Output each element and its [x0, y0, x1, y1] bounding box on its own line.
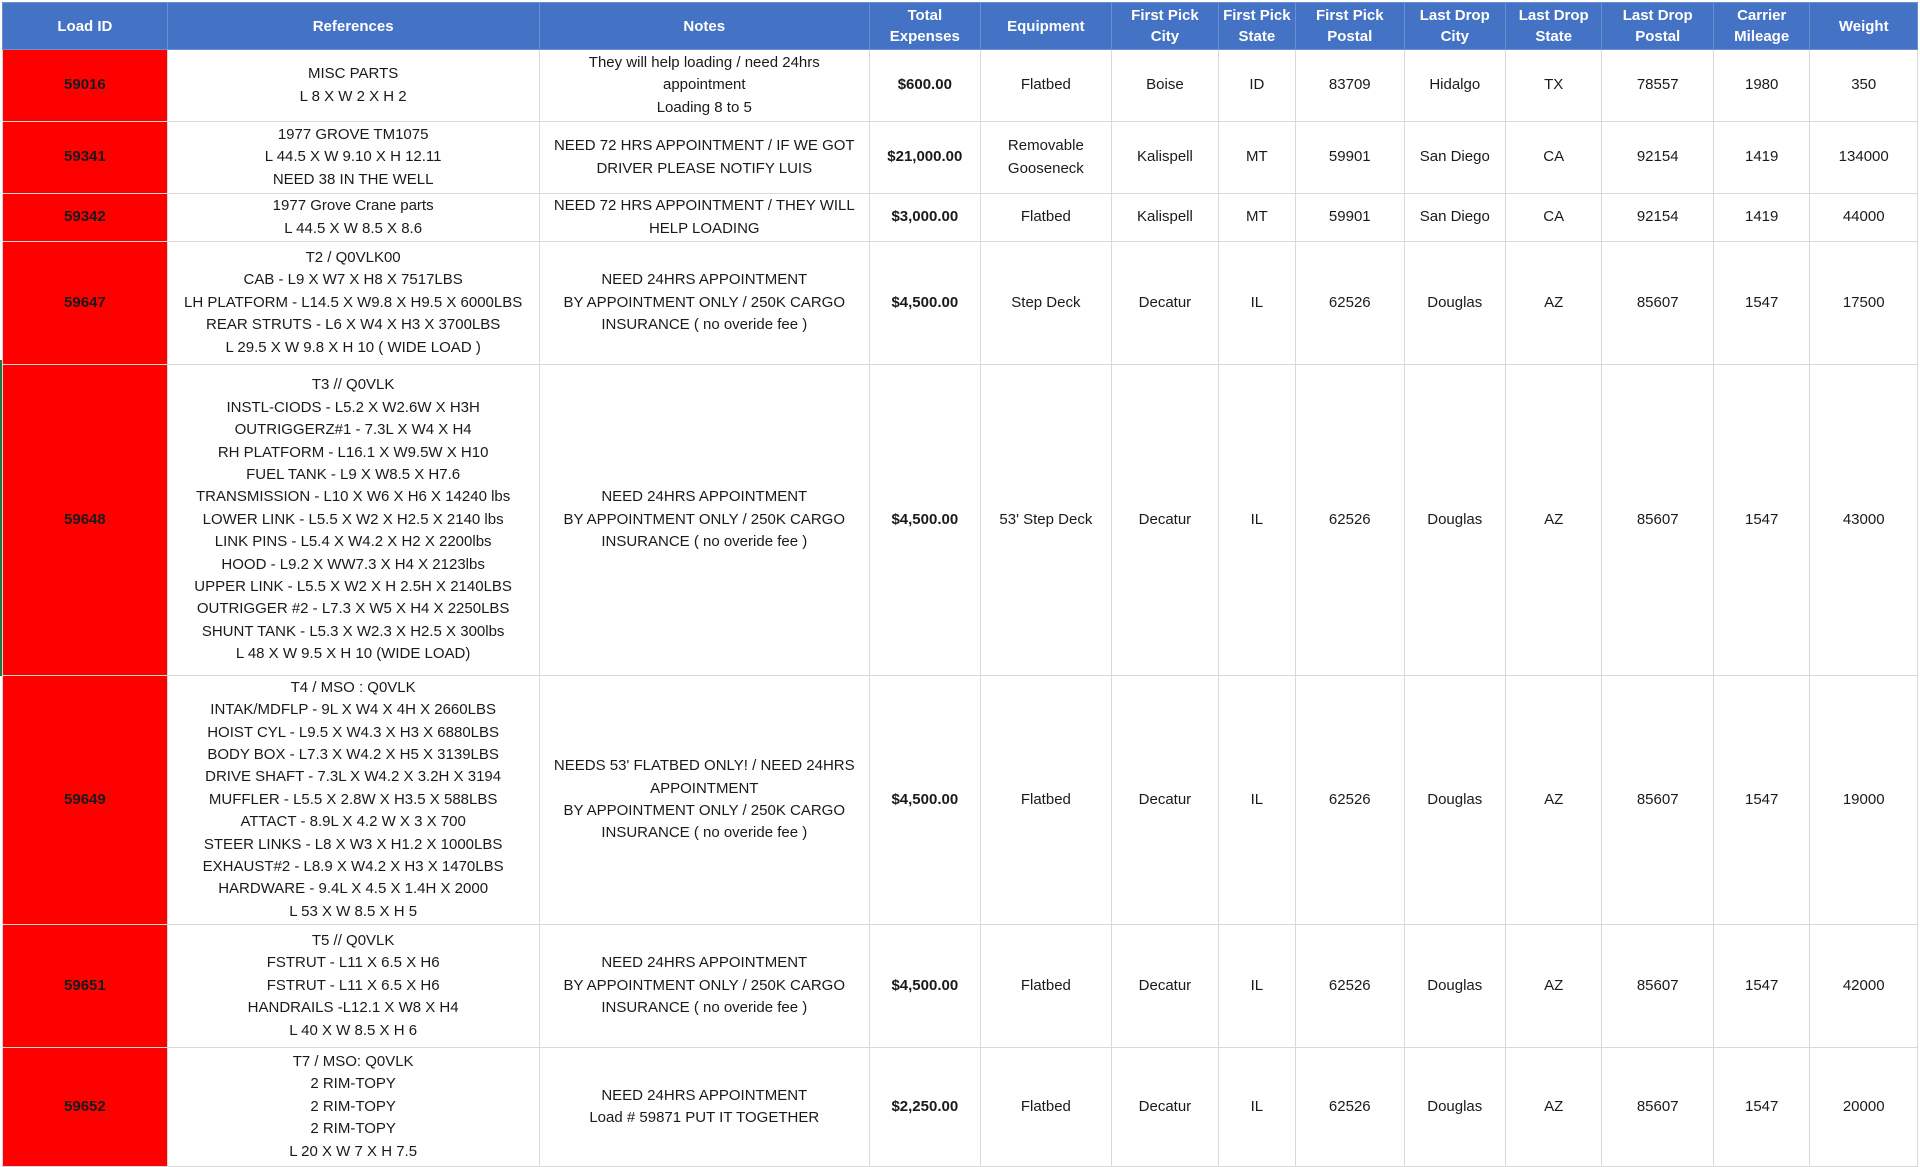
carrier-mileage-cell[interactable]: 1419 [1713, 194, 1809, 242]
equipment-cell[interactable]: Removable Gooseneck [980, 122, 1112, 194]
last-drop-postal-cell[interactable]: 92154 [1602, 194, 1714, 242]
load-id-cell[interactable]: 59016 [3, 50, 168, 122]
carrier-mileage-cell[interactable]: 1547 [1713, 1048, 1809, 1167]
last-drop-city-cell[interactable]: Douglas [1404, 676, 1505, 925]
total-expenses-cell[interactable]: $4,500.00 [870, 365, 981, 676]
loads-spreadsheet [2, 2, 1918, 1167]
weight-cell[interactable]: 134000 [1810, 122, 1918, 194]
first-pick-state-cell[interactable]: MT [1218, 122, 1295, 194]
first-pick-state-cell[interactable]: IL [1218, 365, 1295, 676]
weight-cell[interactable]: 19000 [1810, 676, 1918, 925]
first-pick-state-cell[interactable]: ID [1218, 50, 1295, 122]
notes-cell[interactable]: NEED 24HRS APPOINTMENT BY APPOINTMENT ONLY / 250K CARGO INSURANCE ( no overide fee ) [539, 242, 870, 365]
header-row [3, 3, 1918, 50]
last-drop-postal-cell[interactable]: 85607 [1602, 365, 1714, 676]
load-id-cell[interactable]: 59648 [3, 365, 168, 676]
load-id-cell[interactable]: 59647 [3, 242, 168, 365]
first-pick-postal-cell[interactable]: 83709 [1296, 50, 1405, 122]
first-pick-city-cell[interactable]: Kalispell [1112, 122, 1219, 194]
header-first-pick-city[interactable]: First Pick City [1112, 3, 1219, 50]
table-row [3, 676, 1918, 925]
table-row [3, 1048, 1918, 1167]
load-id-cell[interactable]: 59649 [3, 676, 168, 925]
equipment-cell[interactable]: Flatbed [980, 925, 1112, 1048]
references-cell[interactable]: T2 / Q0VLK00 CAB - L9 X W7 X H8 X 7517LBS LH PLATFORM - L14.5 X W9.8 X H9.5 X 6000LBS REAR STRUTS - L6 X W4 X H3 X 3700LBS L 29.5 X W 9.8 X H 10 ( WIDE LOAD ) [167, 242, 539, 365]
header-load-id[interactable]: Load ID [3, 3, 168, 50]
last-drop-state-cell[interactable]: AZ [1506, 676, 1602, 925]
table-row [3, 50, 1918, 122]
notes-cell[interactable]: NEED 72 HRS APPOINTMENT / THEY WILL HELP LOADING [539, 194, 870, 242]
table-row [3, 242, 1918, 365]
total-expenses-cell[interactable]: $4,500.00 [870, 925, 981, 1048]
last-drop-city-cell[interactable]: Douglas [1404, 925, 1505, 1048]
total-expenses-cell[interactable]: $21,000.00 [870, 122, 981, 194]
weight-cell[interactable]: 17500 [1810, 242, 1918, 365]
last-drop-state-cell[interactable]: CA [1506, 194, 1602, 242]
last-drop-city-cell[interactable]: Douglas [1404, 242, 1505, 365]
weight-cell[interactable]: 350 [1810, 50, 1918, 122]
header-last-drop-city[interactable]: Last Drop City [1404, 3, 1505, 50]
references-cell[interactable]: MISC PARTS L 8 X W 2 X H 2 [167, 50, 539, 122]
references-cell[interactable]: T5 // Q0VLK FSTRUT - L11 X 6.5 X H6 FSTRUT - L11 X 6.5 X H6 HANDRAILS -L12.1 X W8 X H4 L 40 X W 8.5 X H 6 [167, 925, 539, 1048]
last-drop-city-cell[interactable]: Douglas [1404, 365, 1505, 676]
first-pick-state-cell[interactable]: IL [1218, 242, 1295, 365]
carrier-mileage-cell[interactable]: 1547 [1713, 925, 1809, 1048]
header-first-pick-postal[interactable]: First Pick Postal [1296, 3, 1405, 50]
table-row [3, 122, 1918, 194]
header-first-pick-state[interactable]: First Pick State [1218, 3, 1295, 50]
first-pick-state-cell[interactable]: MT [1218, 194, 1295, 242]
references-cell[interactable]: 1977 GROVE TM1075 L 44.5 X W 9.10 X H 12.11 NEED 38 IN THE WELL [167, 122, 539, 194]
total-expenses-cell[interactable]: $600.00 [870, 50, 981, 122]
table-row [3, 194, 1918, 242]
carrier-mileage-cell[interactable]: 1980 [1713, 50, 1809, 122]
header-last-drop-postal[interactable]: Last Drop Postal [1602, 3, 1714, 50]
load-id-cell[interactable]: 59652 [3, 1048, 168, 1167]
notes-cell[interactable]: NEEDS 53' FLATBED ONLY! / NEED 24HRS APPOINTMENT BY APPOINTMENT ONLY / 250K CARGO INSURANCE ( no overide fee ) [539, 676, 870, 925]
notes-cell[interactable]: NEED 24HRS APPOINTMENT BY APPOINTMENT ONLY / 250K CARGO INSURANCE ( no overide fee ) [539, 925, 870, 1048]
last-drop-state-cell[interactable]: TX [1506, 50, 1602, 122]
first-pick-city-cell[interactable]: Decatur [1112, 925, 1219, 1048]
equipment-cell[interactable]: 53' Step Deck [980, 365, 1112, 676]
first-pick-city-cell[interactable]: Boise [1112, 50, 1219, 122]
first-pick-city-cell[interactable]: Decatur [1112, 1048, 1219, 1167]
equipment-cell[interactable]: Flatbed [980, 194, 1112, 242]
header-weight[interactable]: Weight [1810, 3, 1918, 50]
references-cell[interactable]: T4 / MSO : Q0VLK INTAK/MDFLP - 9L X W4 X 4H X 2660LBS HOIST CYL - L9.5 X W4.3 X H3 X 6880LBS BODY BOX - L7.3 X W4.2 X H5 X 3139LBS DRIVE SHAFT - 7.3L X W4.2 X 3.2H X 3194 MUFFLER - L5.5 X 2.8W X H3.5 X 588LBS ATTACT - 8.9L X 4.2 W X 3 X 700 STEER LINKS - L8 X W3 X H1.2 X 1000LBS EXHAUST#2 - L8.9 X W4.2 X H3 X 1470LBS HARDWARE - 9.4L X 4.5 X 1.4H X 2000 L 53 X W 8.5 X H 5 [167, 676, 539, 925]
total-expenses-cell[interactable]: $3,000.00 [870, 194, 981, 242]
first-pick-city-cell[interactable]: Decatur [1112, 242, 1219, 365]
last-drop-postal-cell[interactable]: 85607 [1602, 242, 1714, 365]
carrier-mileage-cell[interactable]: 1547 [1713, 242, 1809, 365]
last-drop-state-cell[interactable]: AZ [1506, 242, 1602, 365]
references-cell[interactable]: T3 // Q0VLK INSTL-CIODS - L5.2 X W2.6W X H3H OUTRIGGERZ#1 - 7.3L X W4 X H4 RH PLATFORM - L16.1 X W9.5W X H10 FUEL TANK - L9 X W8.5 X H7.6 TRANSMISSION - L10 X W6 X H6 X 14240 lbs LOWER LINK - L5.5 X W2 X H2.5 X 2140 lbs LINK PINS - L5.4 X W4.2 X H2 X 2200lbs HOOD - L9.2 X WW7.3 X H4 X 2123lbs UPPER LINK - L5.5 X W2 X H 2.5H X 2140LBS OUTRIGGER #2 - L7.3 X W5 X H4 X 2250LBS SHUNT TANK - L5.3 X W2.3 X H2.5 X 300lbs L 48 X W 9.5 X H 10 (WIDE LOAD) [167, 365, 539, 676]
first-pick-postal-cell[interactable]: 62526 [1296, 1048, 1405, 1167]
first-pick-postal-cell[interactable]: 62526 [1296, 242, 1405, 365]
weight-cell[interactable]: 42000 [1810, 925, 1918, 1048]
table-row [3, 365, 1918, 676]
notes-cell[interactable]: NEED 24HRS APPOINTMENT BY APPOINTMENT ONLY / 250K CARGO INSURANCE ( no overide fee ) [539, 365, 870, 676]
total-expenses-cell[interactable]: $2,250.00 [870, 1048, 981, 1167]
first-pick-city-cell[interactable]: Kalispell [1112, 194, 1219, 242]
first-pick-city-cell[interactable]: Decatur [1112, 365, 1219, 676]
last-drop-postal-cell[interactable]: 92154 [1602, 122, 1714, 194]
total-expenses-cell[interactable]: $4,500.00 [870, 676, 981, 925]
last-drop-state-cell[interactable]: AZ [1506, 925, 1602, 1048]
equipment-cell[interactable]: Step Deck [980, 242, 1112, 365]
equipment-cell[interactable]: Flatbed [980, 50, 1112, 122]
header-references[interactable]: References [167, 3, 539, 50]
weight-cell[interactable]: 20000 [1810, 1048, 1918, 1167]
table-row [3, 925, 1918, 1048]
carrier-mileage-cell[interactable]: 1547 [1713, 676, 1809, 925]
first-pick-city-cell[interactable]: Decatur [1112, 676, 1219, 925]
last-drop-postal-cell[interactable]: 78557 [1602, 50, 1714, 122]
last-drop-city-cell[interactable]: Hidalgo [1404, 50, 1505, 122]
last-drop-city-cell[interactable]: San Diego [1404, 194, 1505, 242]
carrier-mileage-cell[interactable]: 1547 [1713, 365, 1809, 676]
weight-cell[interactable]: 44000 [1810, 194, 1918, 242]
last-drop-city-cell[interactable]: Douglas [1404, 1048, 1505, 1167]
last-drop-state-cell[interactable]: AZ [1506, 365, 1602, 676]
header-total-expenses[interactable]: Total Expenses [870, 3, 981, 50]
first-pick-postal-cell[interactable]: 59901 [1296, 122, 1405, 194]
equipment-cell[interactable]: Flatbed [980, 676, 1112, 925]
header-notes[interactable]: Notes [539, 3, 870, 50]
notes-cell[interactable]: NEED 24HRS APPOINTMENT Load # 59871 PUT IT TOGETHER [539, 1048, 870, 1167]
last-drop-state-cell[interactable]: CA [1506, 122, 1602, 194]
first-pick-postal-cell[interactable]: 62526 [1296, 925, 1405, 1048]
header-carrier-mileage[interactable]: Carrier Mileage [1713, 3, 1809, 50]
header-equipment[interactable]: Equipment [980, 3, 1112, 50]
last-drop-city-cell[interactable]: San Diego [1404, 122, 1505, 194]
last-drop-state-cell[interactable]: AZ [1506, 1048, 1602, 1167]
header-last-drop-state[interactable]: Last Drop State [1506, 3, 1602, 50]
first-pick-postal-cell[interactable]: 59901 [1296, 194, 1405, 242]
notes-cell[interactable]: NEED 72 HRS APPOINTMENT / IF WE GOT DRIVER PLEASE NOTIFY LUIS [539, 122, 870, 194]
last-drop-postal-cell[interactable]: 85607 [1602, 676, 1714, 925]
first-pick-state-cell[interactable]: IL [1218, 676, 1295, 925]
equipment-cell[interactable]: Flatbed [980, 1048, 1112, 1167]
references-cell[interactable]: 1977 Grove Crane parts L 44.5 X W 8.5 X 8.6 [167, 194, 539, 242]
total-expenses-cell[interactable]: $4,500.00 [870, 242, 981, 365]
carrier-mileage-cell[interactable]: 1419 [1713, 122, 1809, 194]
load-id-cell[interactable]: 59342 [3, 194, 168, 242]
notes-cell[interactable]: They will help loading / need 24hrs appointment Loading 8 to 5 [539, 50, 870, 122]
load-id-cell[interactable]: 59341 [3, 122, 168, 194]
first-pick-state-cell[interactable]: IL [1218, 1048, 1295, 1167]
last-drop-postal-cell[interactable]: 85607 [1602, 1048, 1714, 1167]
last-drop-postal-cell[interactable]: 85607 [1602, 925, 1714, 1048]
load-id-cell[interactable]: 59651 [3, 925, 168, 1048]
first-pick-postal-cell[interactable]: 62526 [1296, 365, 1405, 676]
weight-cell[interactable]: 43000 [1810, 365, 1918, 676]
first-pick-postal-cell[interactable]: 62526 [1296, 676, 1405, 925]
first-pick-state-cell[interactable]: IL [1218, 925, 1295, 1048]
references-cell[interactable]: T7 / MSO: Q0VLK 2 RIM-TOPY 2 RIM-TOPY 2 RIM-TOPY L 20 X W 7 X H 7.5 [167, 1048, 539, 1167]
